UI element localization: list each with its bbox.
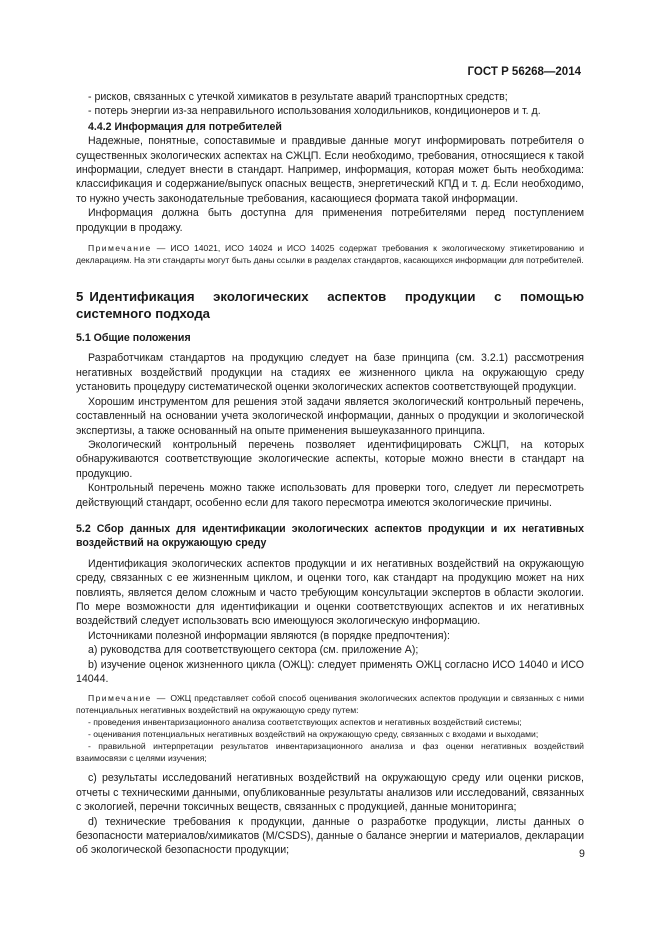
note-dash: —: [156, 693, 166, 704]
list-item-b: b) изучение оценок жизненного цикла (ОЖЦ): следует применять ОЖЦ согласно ИСО 14040 и ИСО 14044.: [76, 658, 584, 685]
list-item-d: d) технические требования к продукции, данные о разработке продукции, листы данных о безопасности материалов/химикатов (M/CSDS), данные о балансе энергии и материалов, декларации об экологической безопасности продукции;: [76, 815, 584, 857]
section-5-2-heading: 5.2 Сбор данных для идентификации экологических аспектов продукции и их негативных воздействий на окружающую среду: [76, 522, 584, 550]
note-block: [76, 692, 584, 764]
note-list-item: - оценивания потенциальных негативных воздействий на окружающую среду, связанных с входами и выходами;: [88, 729, 539, 740]
list-item-c: c) результаты исследований негативных воздействий на окружающую среду или оценки рисков, отчеты с техническими данными, опубликованные результаты анализов или исследований, связанных с экологией, перечни токсичных веществ, связанных с продукцией, данные мониторинга;: [76, 772, 584, 814]
section-4-4-2-heading: 4.4.2 Информация для потребителей: [88, 120, 282, 133]
page-number: 9: [579, 848, 585, 860]
list-item: - рисков, связанных с утечкой химикатов в результате аварий транспортных средств;: [88, 91, 508, 103]
list-item-a: a) руководства для соответствующего сектора (см. приложение А);: [88, 644, 419, 657]
note: [76, 692, 584, 716]
page-content: [76, 90, 584, 858]
list-item: - потерь энергии из-за неправильного использования холодильников, кондиционеров и т. д.: [88, 105, 541, 118]
section-title: Идентификация экологических аспектов продукции с помощью системного подхода: [76, 289, 584, 321]
section-5-heading: [76, 289, 584, 322]
note-text: ИСО 14021, ИСО 14024 и ИСО 14025 содержат требования к экологическому этикетированию и декларациям. На эти стандарты могут быть даны ссылки в разделах стандартов, касающихся информации для потребителей.: [76, 243, 584, 266]
note-list-item: - правильной интерпретации результатов инвентаризационного анализа и фаз оценки негативных воздействий взаимосвязи с целями изучения;: [76, 741, 584, 764]
paragraph: Информация должна быть доступна для применения потребителями перед поступлением продукции в продажу.: [76, 207, 584, 234]
document-code: ГОСТ Р 56268—2014: [467, 66, 581, 78]
section-5-1-heading: 5.1 Общие положения: [76, 332, 191, 345]
note-label: Примечание: [88, 243, 152, 254]
paragraph: Контрольный перечень можно также использовать для проверки того, следует ли пересмотреть действующий стандарт, особенно если для такого пересмотра имеются экологические причины.: [76, 482, 584, 509]
section-number: 5: [76, 289, 84, 305]
top-list: [76, 90, 584, 119]
note-label: Примечание: [88, 693, 152, 704]
note-dash: —: [156, 243, 166, 254]
note-list-item: - проведения инвентаризационного анализа соответствующих аспектов и негативных воздействий системы;: [88, 717, 522, 728]
paragraph: Источниками полезной информации являются (в порядке предпочтения):: [88, 629, 450, 642]
paragraph: Экологический контрольный перечень позволяет идентифицировать СЖЦП, на которых обнаруживаются соответствующие экологические аспекты, которые можно внести в стандарт на продукцию.: [76, 438, 584, 480]
paragraph: Разработчикам стандартов на продукцию следует на базе принципа (см. 3.2.1) рассмотрения негативных воздействий продукции на стадиях ее жизненного цикла на окружающую среду установить процедуру систематической оценки экологических аспектов соответствующей продукции.: [76, 352, 584, 394]
paragraph: Идентификация экологических аспектов продукции и их негативных воздействий на окружающую среду, связанных с ее жизненным циклом, и оценки того, как стандарт на продукцию может на них повлиять, является делом сложным и часто требующим консультации экспертов в области экологии. По мере возможности для идентификации и оценки соответствующих аспектов и их негативных воздействий следует использовать всю имеющуюся экологическую информацию.: [76, 557, 584, 628]
note: [76, 242, 584, 266]
paragraph: Хорошим инструментом для решения этой задачи является экологический контрольный перечень, составленный на основании учета экологической информации, данных о продукции и экологической экспертизы, а также основанный на опыте применения вышеуказанного принципа.: [76, 395, 584, 437]
note-text: ОЖЦ представляет собой способ оценивания экологических аспектов продукции и связанных с ними потенциальных негативных воздействий на окружающую среду путем:: [76, 693, 584, 716]
paragraph: Надежные, понятные, сопоставимые и правдивые данные могут информировать потребителя о существенных экологических аспектах на СЖЦП. Если необходимо, требования, относящиеся к такой информации, следует внести в стандарт. Например, информация, которая может быть необходима: классификация и содержание/выпуск опасных веществ, энергетический КПД и т. д. Если необходимо, то нужно учесть законодательные требования, касающиеся формата такой информации.: [76, 135, 584, 205]
